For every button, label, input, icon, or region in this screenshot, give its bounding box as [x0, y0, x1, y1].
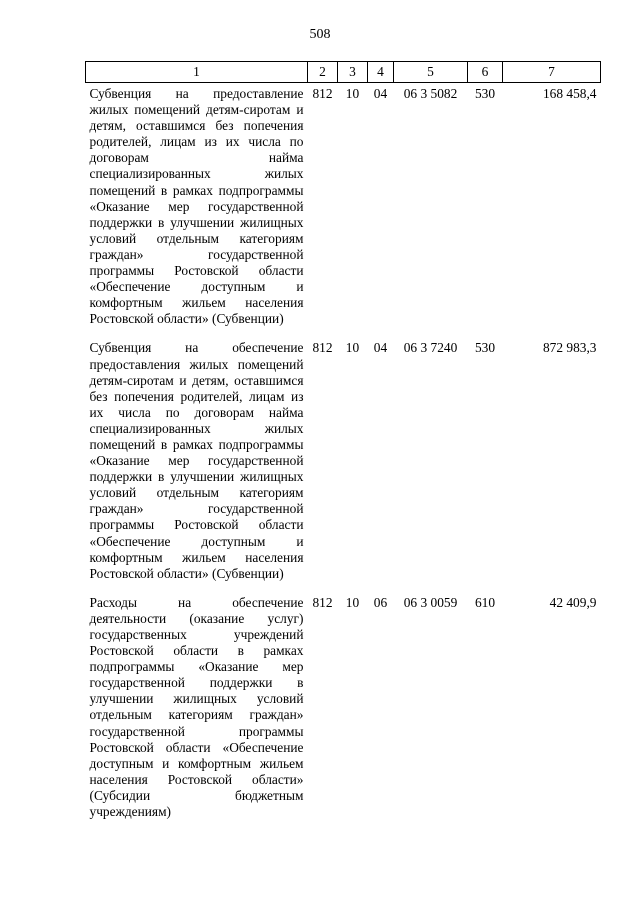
header-col-2: 2 — [308, 62, 338, 83]
row-expense-type: 530 — [474, 340, 496, 356]
row-description: Субвенция на предоставление жилых помещений детям-сиротам и детям, оставшимся без попечения родителей, лицам из их числа по договорам найма специализированных жилых помещений в рамках подпрограммы «Оказание мер государственной поддержки в улучшении жилищных условий отдельным категориям граждан» государственной программы Ростовской области «Обеспечение доступным и комфортным жильем населения Ростовской области» (Субвенции) — [89, 86, 304, 327]
row-amount: 42 409,9 — [549, 594, 597, 610]
header-col-4: 4 — [368, 62, 394, 83]
row-expense-type: 610 — [474, 594, 496, 610]
page-number: 508 — [309, 27, 331, 42]
row-subsection-code: 04 — [373, 86, 388, 101]
row-target-code: 06 3 0059 — [403, 594, 458, 610]
row-subsection-code: 06 — [373, 594, 388, 610]
row-description: Субвенция на обеспечение предоставления жилых помещений детям-сиротам и детям, оставшимся без попечения родителей, лицам из их числа по договорам найма специализированных жилых помещений в рамках подпрограммы «Оказание мер государственной поддержки в улучшении жилищных условий отдельным категориям граждан» государственной программы Ростовской области «Обеспечение доступным и комфортным жильем населения Ростовской области» (Субвенции) — [89, 340, 304, 581]
table-row — [86, 337, 601, 591]
row-ministry-code: 812 — [312, 594, 333, 610]
row-expense-type: 530 — [474, 86, 496, 101]
row-amount: 872 983,3 — [542, 340, 597, 356]
row-section-code: 10 — [345, 594, 360, 610]
header-col-3: 3 — [338, 62, 368, 83]
row-ministry-code: 812 — [312, 340, 333, 356]
row-target-code: 06 3 7240 — [403, 340, 458, 356]
row-subsection-code: 04 — [373, 340, 388, 356]
header-col-7: 7 — [503, 62, 601, 83]
row-description: Расходы на обеспечение деятельности (оказание услуг) государственных учреждений Ростовской области в рамках подпрограммы «Оказание мер государственной поддержки в улучшении жилищных условий отдельным категориям граждан» государственной программы Ростовской области «Обеспечение доступным и комфортным жильем населения Ростовской области» (Субсидии бюджетным учреждениям) — [89, 594, 304, 820]
header-col-5: 5 — [394, 62, 468, 83]
row-ministry-code: 812 — [312, 86, 333, 101]
row-section-code: 10 — [345, 340, 360, 356]
table-row — [86, 592, 601, 830]
row-section-code: 10 — [345, 86, 360, 101]
header-row — [86, 62, 601, 83]
row-target-code: 06 3 5082 — [403, 86, 458, 101]
budget-table — [85, 61, 601, 830]
row-amount: 168 458,4 — [542, 86, 597, 101]
header-col-6: 6 — [468, 62, 503, 83]
table-row — [86, 83, 601, 338]
header-col-1: 1 — [86, 62, 308, 83]
